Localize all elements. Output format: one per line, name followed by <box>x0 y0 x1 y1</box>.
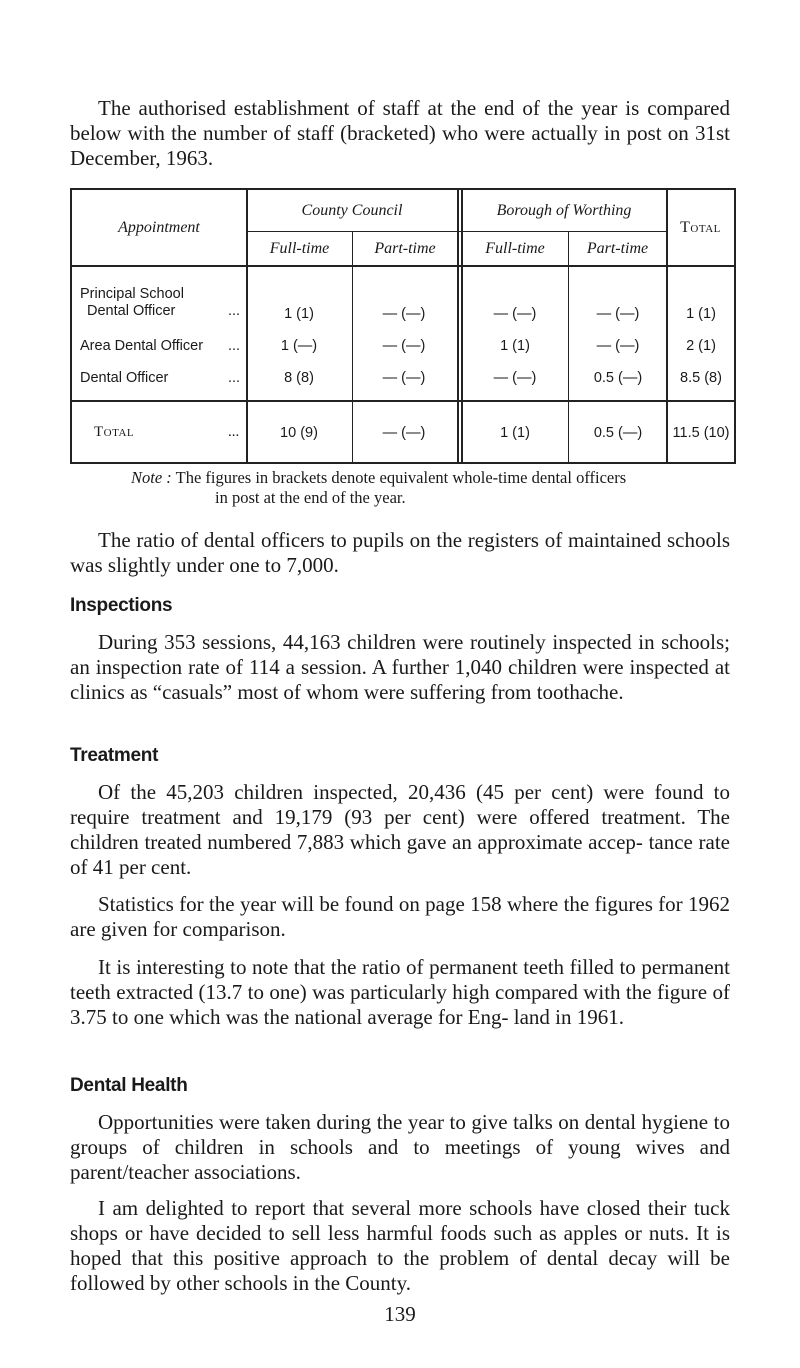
leader-dots: ... <box>228 370 241 386</box>
table-cell: 8 (8) <box>284 370 314 386</box>
table-cell: 8.5 (8) <box>680 370 722 386</box>
appointment-header: Appointment <box>118 218 200 236</box>
table-cell: 1 (1) <box>686 306 716 322</box>
table-bottom-border <box>70 462 736 464</box>
header-line <box>70 265 736 267</box>
leader-dots: ... <box>228 338 241 354</box>
county-council-header: County Council <box>301 201 403 219</box>
total-line <box>70 400 736 402</box>
table-cell: 1 (1) <box>500 425 530 441</box>
total-row-label <box>94 424 240 441</box>
dental-health-paragraph-2: I am delighted to report that several more schools have closed their tuck shops or have decided to sell less harmful foods such as apples or nuts. It is hoped that this positive approach to the problem of dental decay will be followed by other schools in the County. <box>70 1196 730 1295</box>
ratio-paragraph: The ratio of dental officers to pupils on the registers of maintained schools was slightly under one to 7,000. <box>70 528 730 577</box>
col-sep <box>457 188 459 464</box>
table-cell: 2 (1) <box>686 338 716 354</box>
table-cell: — (—) <box>596 306 640 322</box>
leader-dots: ... <box>228 303 241 319</box>
table-cell: — (—) <box>382 370 426 386</box>
page-number: 139 <box>384 1302 416 1326</box>
row-label-text: Area Dental Officer <box>80 338 204 354</box>
treatment-heading: Treatment <box>70 745 159 766</box>
row-label-text: Dental Officer <box>80 370 169 386</box>
table-cell: 1 (1) <box>284 306 314 322</box>
treatment-paragraph-1: Of the 45,203 children inspected, 20,436 (45 per cent) were found to require treatment and 19,179 (93 per cent) were offered treatment. The children treated numbered 7,883 which gave an approximate accep- tance rate of 41 per cent. <box>70 780 730 879</box>
dental-health-heading: Dental Health <box>70 1075 188 1096</box>
row-label-line2: Dental Officer <box>87 303 176 319</box>
table-cell: 10 (9) <box>280 425 318 441</box>
table-cell: — (—) <box>382 338 426 354</box>
row-label <box>80 370 241 387</box>
treatment-paragraph-3: It is interesting to note that the ratio of permanent teeth filled to permanent teeth extracted (13.7 to one) was particularly high compared with the figure of 3.75 to one which was the national average for Eng- land in 1961. <box>70 955 730 1029</box>
note-label: Note : <box>131 468 172 487</box>
table-cell: — (—) <box>382 306 426 322</box>
bw-part-time-header: Part-time <box>586 239 649 257</box>
row-label-line1: Principal School <box>80 286 184 302</box>
treatment-paragraph-2: Statistics for the year will be found on page 158 where the figures for 1962 are given for comparison. <box>70 892 730 941</box>
inspections-paragraph: During 353 sessions, 44,163 children were routinely inspected in schools; an inspection rate of 114 a session. A further 1,040 children were inspected at clinics as “casuals” most of whom were suffering from toothache. <box>70 630 730 704</box>
note-line2: in post at the end of the year. <box>215 488 406 507</box>
intro-paragraph: The authorised establishment of staff at the end of the year is compared below with the number of staff (bracketed) who were actually in post on 31st December, 1963. <box>70 96 730 170</box>
table-cell: 1 (1) <box>500 338 530 354</box>
borough-header: Borough of Worthing <box>496 201 632 219</box>
row-label <box>80 286 241 320</box>
total-label: Total <box>94 424 135 440</box>
table-cell: — (—) <box>493 306 537 322</box>
total-header: Total <box>680 218 721 236</box>
table-note <box>131 468 731 508</box>
bw-full-time-header: Full-time <box>485 239 545 257</box>
row-label <box>80 338 241 355</box>
table-cell: 1 (—) <box>280 338 318 354</box>
dental-health-paragraph-1: Opportunities were taken during the year to give talks on dental hygiene to groups of children in schools and to meetings of young wives and parent/teacher associations. <box>70 1110 730 1184</box>
cc-part-time-header: Part-time <box>374 239 436 257</box>
table-right-border <box>734 188 736 464</box>
table-cell: 0.5 (—) <box>593 425 643 441</box>
table-cell: — (—) <box>596 338 640 354</box>
cc-full-time-header: Full-time <box>269 239 330 257</box>
staff-table <box>70 188 736 464</box>
inspections-heading: Inspections <box>70 595 173 616</box>
note-line1: The figures in brackets denote equivalent whole-time dental officers <box>175 468 627 487</box>
table-cell: — (—) <box>382 425 426 441</box>
table-cell: 0.5 (—) <box>593 370 643 386</box>
table-cell: — (—) <box>493 370 537 386</box>
table-cell: 11.5 (10) <box>672 425 730 441</box>
leader-dots: ... <box>228 424 240 440</box>
